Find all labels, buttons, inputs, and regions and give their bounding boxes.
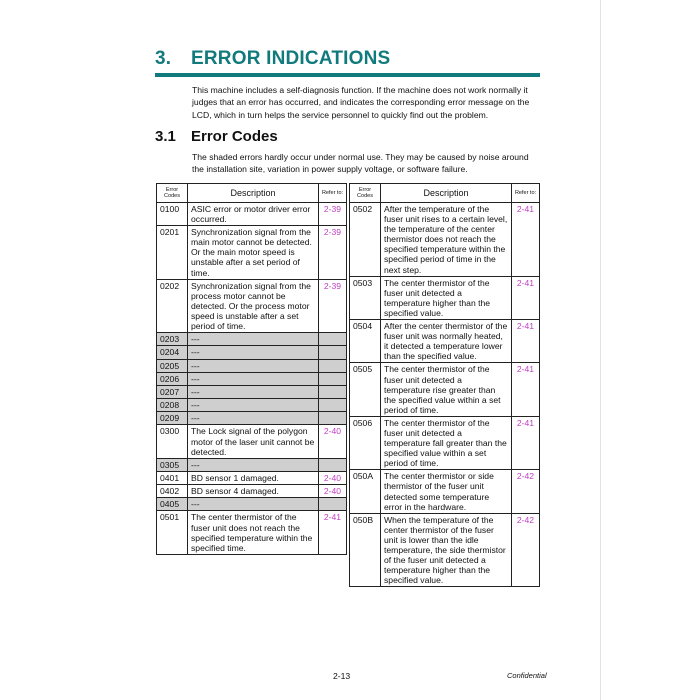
error-description: --- — [188, 372, 319, 385]
section-paragraph: The shaded errors hardly occur under normal use. They may be caused by noise around the installation site, variation in power supply voltage, or software failure. — [192, 152, 529, 175]
error-row — [157, 412, 347, 425]
confidential-label: Confidential — [507, 671, 547, 680]
error-code: 0206 — [157, 372, 188, 385]
error-description: The center thermistor of the fuser unit detected a temperature higher than the specified value. — [381, 276, 512, 319]
error-description: When the temperature of the center thermistor of the fuser unit is lower than the idle temperature, the side thermistor of the fuser unit detected a temperature higher than the specified value. — [381, 513, 512, 587]
error-description: --- — [188, 359, 319, 372]
reference-link — [319, 458, 347, 471]
chapter-number: 3. — [155, 48, 172, 69]
error-code: 0405 — [157, 498, 188, 511]
error-code: 0207 — [157, 385, 188, 398]
section-title: Error Codes — [191, 128, 278, 145]
error-row — [157, 498, 347, 511]
reference-link — [319, 412, 347, 425]
error-description: ASIC error or motor driver error occurred. — [188, 203, 319, 226]
chapter-title: ERROR INDICATIONS — [191, 48, 391, 69]
header-description: Description — [381, 184, 512, 203]
error-description: After the center thermistor of the fuser unit was normally heated, it detected a temperature lower than the specified value. — [381, 320, 512, 363]
error-description: After the temperature of the fuser unit rises to a certain level, the temperature of the center thermistor does not reach the specified temperature within the specified period of time in the next step. — [381, 203, 512, 277]
error-row — [157, 333, 347, 346]
reference-link[interactable]: 2-40 — [319, 425, 347, 458]
error-code: 0504 — [350, 320, 381, 363]
error-code: 0501 — [157, 511, 188, 554]
reference-link — [319, 372, 347, 385]
error-description: --- — [188, 333, 319, 346]
error-row — [350, 320, 540, 363]
error-code-table-left — [156, 183, 347, 555]
error-row — [350, 416, 540, 469]
error-code: 0209 — [157, 412, 188, 425]
reference-link[interactable]: 2-41 — [512, 320, 540, 363]
reference-link[interactable]: 2-41 — [319, 511, 347, 554]
error-code: 0208 — [157, 399, 188, 412]
header-refer-to: Refer to: — [512, 184, 540, 203]
reference-link — [319, 385, 347, 398]
error-description: --- — [188, 412, 319, 425]
section-heading — [155, 128, 278, 145]
reference-link[interactable]: 2-40 — [319, 485, 347, 498]
error-code: 0402 — [157, 485, 188, 498]
reference-link[interactable]: 2-39 — [319, 226, 347, 279]
error-code: 0205 — [157, 359, 188, 372]
error-code: 0100 — [157, 203, 188, 226]
intro-paragraph: This machine includes a self-diagnosis function. If the machine does not work normally it judges that an error has occurred, and indicates the corresponding error message on the LCD, which in turn helps the service personnel to quickly find out the problem. — [192, 85, 530, 120]
error-row — [350, 470, 540, 513]
header-description: Description — [188, 184, 319, 203]
error-row — [350, 363, 540, 416]
error-description: --- — [188, 399, 319, 412]
error-code: 0201 — [157, 226, 188, 279]
error-code: 0202 — [157, 279, 188, 332]
error-description: BD sensor 1 damaged. — [188, 471, 319, 484]
error-description: The center thermistor of the fuser unit detected a temperature rise greater than the specified value within a set period of time. — [381, 363, 512, 416]
error-code: 0204 — [157, 346, 188, 359]
reference-link[interactable]: 2-42 — [512, 513, 540, 587]
error-row — [157, 425, 347, 458]
reference-link[interactable]: 2-41 — [512, 363, 540, 416]
error-code: 0505 — [350, 363, 381, 416]
error-description: --- — [188, 498, 319, 511]
error-description: The center thermistor of the fuser unit detected a temperature fall greater than the specified value within a set period of time. — [381, 416, 512, 469]
error-row — [157, 279, 347, 332]
reference-link — [319, 399, 347, 412]
error-code: 0300 — [157, 425, 188, 458]
error-row — [157, 203, 347, 226]
error-row — [350, 203, 540, 277]
error-description: The Lock signal of the polygon motor of the laser unit cannot be detected. — [188, 425, 319, 458]
error-row — [157, 485, 347, 498]
reference-link[interactable]: 2-41 — [512, 203, 540, 277]
error-row — [157, 372, 347, 385]
error-code: 0401 — [157, 471, 188, 484]
error-code: 0203 — [157, 333, 188, 346]
error-description: Synchronization signal from the main motor cannot be detected. Or the main motor speed is unstable after a set period of time. — [188, 226, 319, 279]
error-description: --- — [188, 346, 319, 359]
error-code: 0506 — [350, 416, 381, 469]
error-description: --- — [188, 458, 319, 471]
error-code: 0305 — [157, 458, 188, 471]
error-code: 0502 — [350, 203, 381, 277]
error-row — [157, 385, 347, 398]
reference-link — [319, 346, 347, 359]
error-description: BD sensor 4 damaged. — [188, 485, 319, 498]
error-row — [157, 226, 347, 279]
error-description: Synchronization signal from the process motor cannot be detected. Or the process motor speed is unstable after a set period of time. — [188, 279, 319, 332]
error-row — [157, 458, 347, 471]
error-description: The center thermistor or side thermistor of the fuser unit detected some temperature error in the hardware. — [381, 470, 512, 513]
error-row — [157, 359, 347, 372]
error-row — [350, 276, 540, 319]
chapter-heading — [155, 48, 390, 70]
page-number: 2-13 — [333, 671, 351, 681]
reference-link — [319, 333, 347, 346]
reference-link[interactable]: 2-42 — [512, 470, 540, 513]
error-row — [157, 511, 347, 554]
error-code-table-right — [349, 183, 540, 587]
reference-link[interactable]: 2-39 — [319, 279, 347, 332]
header-error-codes: Error Codes — [157, 184, 188, 203]
header-refer-to: Refer to: — [319, 184, 347, 203]
reference-link — [319, 359, 347, 372]
error-description: --- — [188, 385, 319, 398]
error-row — [157, 399, 347, 412]
reference-link[interactable]: 2-40 — [319, 471, 347, 484]
reference-link[interactable]: 2-41 — [512, 416, 540, 469]
error-code: 050B — [350, 513, 381, 587]
header-error-codes: Error Codes — [350, 184, 381, 203]
error-description: The center thermistor of the fuser unit does not reach the specified temperature within the specified time. — [188, 511, 319, 554]
reference-link — [319, 498, 347, 511]
page-edge — [600, 0, 601, 700]
error-code: 050A — [350, 470, 381, 513]
section-number: 3.1 — [155, 128, 176, 145]
error-row — [157, 346, 347, 359]
chapter-heading-rule — [155, 73, 540, 77]
error-code: 0503 — [350, 276, 381, 319]
error-row — [350, 513, 540, 587]
reference-link[interactable]: 2-41 — [512, 276, 540, 319]
reference-link[interactable]: 2-39 — [319, 203, 347, 226]
error-row — [157, 471, 347, 484]
